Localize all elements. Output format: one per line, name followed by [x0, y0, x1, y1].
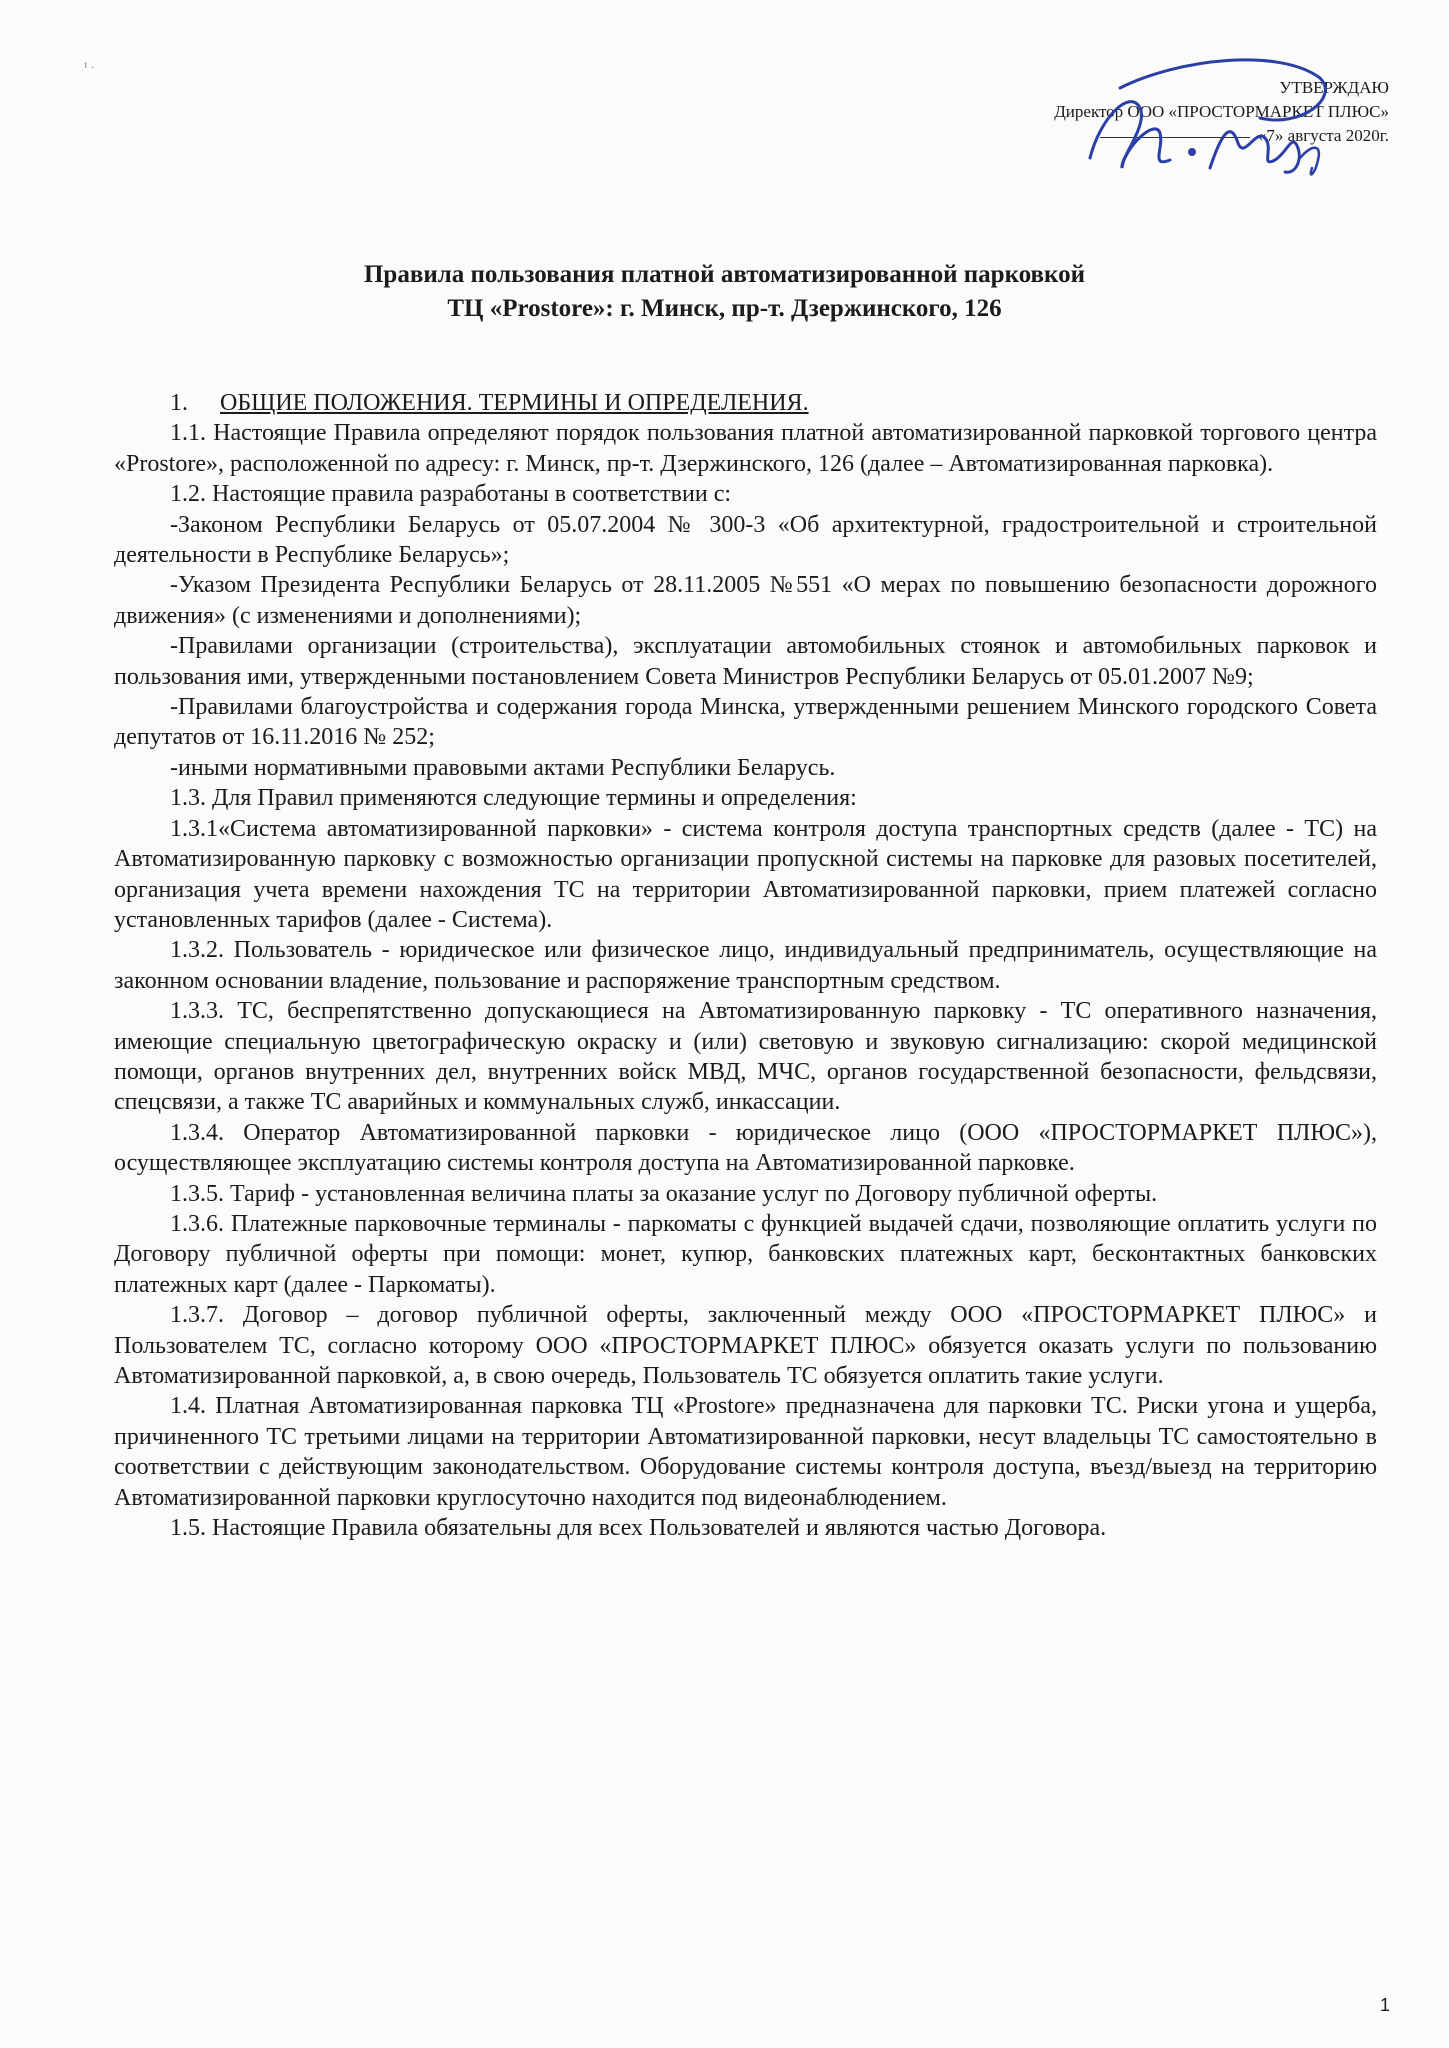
section-heading-text: ОБЩИЕ ПОЛОЖЕНИЯ. ТЕРМИНЫ И ОПРЕДЕЛЕНИЯ. [220, 390, 809, 416]
scan-artifact-mark: ¹ · [84, 60, 95, 74]
document-title-line-1: Правила пользования платной автоматизированной парковкой [363, 261, 1086, 288]
paragraph-1-3: 1.3. Для Правил применяются следующие термины и определения: [170, 785, 857, 812]
paragraph-other-acts: -иными нормативными правовыми актами Республики Беларусь. [170, 754, 836, 781]
page-number: 1 [1380, 1995, 1391, 2015]
approval-title: УТВЕРЖДАЮ [1279, 78, 1389, 97]
paragraph-1-3-7: 1.3.7. Договор – договор публичной оферты, заключенный между ООО «ПРОСТОРМАРКЕТ ПЛЮС» и Пользователем ТС, согласно которому ООО «ПРОСТОРМАРКЕТ ПЛЮС» обязуется оказать услуги по пользованию Автоматизированной парковкой, а, в свою очередь, Пользователь ТС обязуется оплатить такие услуги. [114, 1302, 1377, 1389]
paragraph-decision-252: -Правилами благоустройства и содержания города Минска, утвержденными решением Минского городского Совета депутатов от 16.11.2016 № 252; [114, 694, 1377, 751]
document-title [0, 258, 1449, 326]
paragraph-1-1: 1.1. Настоящие Правила определяют порядок пользования платной автоматизированной парковкой торгового центра «Prostore», расположенной по адресу: г. Минск, пр-т. Дзержинского, 126 (далее – Автоматизированная парковка). [114, 420, 1377, 477]
approval-position: Директор ООО «ПРОСТОРМАРКЕТ ПЛЮС» [1054, 102, 1389, 121]
paragraph-1-5: 1.5. Настоящие Правила обязательны для всех Пользователей и являются частью Договора. [170, 1515, 1107, 1542]
paragraph-resolution-9: -Правилами организации (строительства), эксплуатации автомобильных стоянок и автомобильных парковок и пользования ими, утвержденными постановлением Совета Министров Республики Беларусь от 05.01.2007 №9; [114, 633, 1377, 690]
paragraph-law-300-3: -Законом Республики Беларусь от 05.07.2004 № 300-3 «Об архитектурной, градостроительной и строительной деятельности в Республике Беларусь»; [114, 511, 1377, 569]
paragraph-1-3-6: 1.3.6. Платежные парковочные терминалы - паркоматы с функцией выдачей сдачи, позволяющие оплатить услуги по Договору публичной оферты при помощи: монет, купюр, банковских платежных карт, бесконтактных банковских платежных карт (далее - Паркоматы). [114, 1210, 1377, 1298]
paragraph-1-2: 1.2. Настоящие правила разработаны в соответствии с: [170, 481, 732, 508]
signature-rule [1100, 137, 1250, 138]
paragraph-1-4: 1.4. Платная Автоматизированная парковка ТЦ «Prostore» предназначена для парковки ТС. Риски угона и ущерба, причиненного ТС третьими лицами на территории Автоматизированной парковки, несут владельцы ТС самостоятельно в соответствии с действующим законодательством. Оборудование системы контроля доступа, въезд/выезд на территорию Автоматизированной парковки круглосуточно находится под видеонаблюдением. [114, 1393, 1377, 1511]
approval-date: «7» августа 2020г. [1257, 126, 1389, 145]
paragraph-1-3-1: 1.3.1«Система автоматизированной парковки» - система контроля доступа транспортных средств (далее - ТС) на Автоматизированную парковку с возможностью организации пропускной системы на парковке для разовых посетителей, организация учета времени нахождения ТС на территории Автоматизированной парковки, прием платежей согласно установленных тарифов (далее - Система). [114, 815, 1377, 933]
paragraph-1-3-3: 1.3.3. ТС, беспрепятственно допускающиеся на Автоматизированную парковку - ТС оперативного назначения, имеющие специальную цветографическую окраску и (или) световую и звуковую сигнализацию: скорой медицинской помощи, органов внутренних дел, внутренних войск МВД, МЧС, органов государственной безопасности, фельдсвязи, спецсвязи, а также ТС аварийных и коммунальных служб, инкассации. [114, 998, 1377, 1116]
paragraph-1-3-2: 1.3.2. Пользователь - юридическое или физическое лицо, индивидуальный предприниматель, осуществляющие на законном основании владение, пользование и распоряжение транспортным средством. [114, 937, 1377, 994]
paragraph-1-3-4: 1.3.4. Оператор Автоматизированной парковки - юридическое лицо (ООО «ПРОСТОРМАРКЕТ ПЛЮС»), осуществляющее эксплуатацию системы контроля доступа на Автоматизированной парковке. [114, 1119, 1377, 1177]
approval-block [1054, 76, 1389, 148]
approval-date-line [1054, 124, 1389, 148]
document-title-line-2: ТЦ «Prostore»: г. Минск, пр-т. Дзержинского, 126 [447, 295, 1002, 322]
section-number: 1. [170, 390, 188, 416]
paragraph-decree-551: -Указом Президента Республики Беларусь от 28.11.2005 №551 «О мерах по повышению безопасности дорожного движения» (с изменениями и дополнениями); [114, 572, 1377, 629]
document-body [114, 388, 1377, 1543]
paragraph-1-3-5: 1.3.5. Тариф - установленная величина платы за оказание услуг по Договору публичной оферты. [170, 1180, 1158, 1207]
section-heading [114, 388, 1377, 418]
